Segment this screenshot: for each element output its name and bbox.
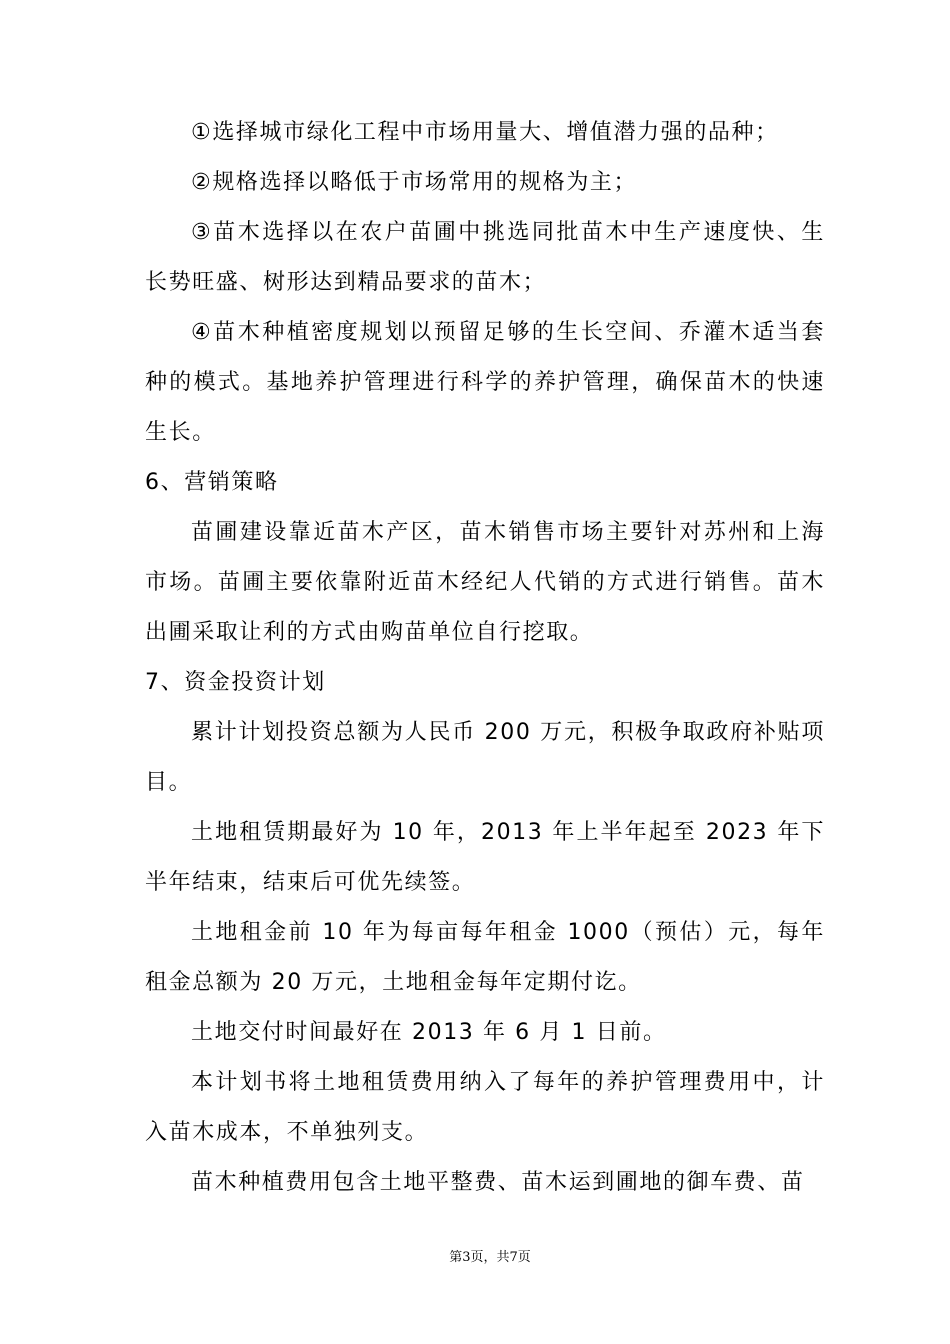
paragraph-land-delivery: 土地交付时间最好在 2013 年 6 月 1 日前。 [191, 1020, 667, 1045]
page-number-footer: 第3页，共7页 [449, 1250, 531, 1265]
paragraph-planting-cost: 苗木种植费用包含土地平整费、苗木运到圃地的御车费、苗 [191, 1170, 805, 1195]
paragraph-investment-total: 累计计划投资总额为人民币 200 万元，积极争取政府补贴项目。 [145, 720, 825, 795]
document-body [145, 108, 825, 1208]
paragraph-lease-term: 土地租赁期最好为 10 年，2013 年上半年起至 2023 年下半年结束，结束后可优先续签。 [145, 820, 825, 895]
section-heading-investment: 7、资金投资计划 [145, 670, 326, 695]
paragraph-lease-rent: 土地租金前 10 年为每亩每年租金 1000（预估）元，每年租金总额为 20 万元，土地租金每年定期付讫。 [145, 920, 825, 995]
paragraph-cost-inclusion: 本计划书将土地租赁费用纳入了每年的养护管理费用中，计入苗木成本，不单独列支。 [145, 1070, 825, 1145]
paragraph-item-4: ④苗木种植密度规划以预留足够的生长空间、乔灌木适当套种的模式。基地养护管理进行科学的养护管理，确保苗木的快速生长。 [145, 320, 825, 445]
paragraph-marketing: 苗圃建设靠近苗木产区，苗木销售市场主要针对苏州和上海市场。苗圃主要依靠附近苗木经纪人代销的方式进行销售。苗木出圃采取让利的方式由购苗单位自行挖取。 [145, 520, 825, 645]
section-heading-marketing: 6、营销策略 [145, 470, 279, 495]
paragraph-item-2: ②规格选择以略低于市场常用的规格为主； [191, 170, 638, 195]
paragraph-item-1: ①选择城市绿化工程中市场用量大、增值潜力强的品种； [191, 120, 779, 145]
paragraph-item-3: ③苗木选择以在农户苗圃中挑选同批苗木中生产速度快、生长势旺盛、树形达到精品要求的苗木； [145, 220, 825, 295]
